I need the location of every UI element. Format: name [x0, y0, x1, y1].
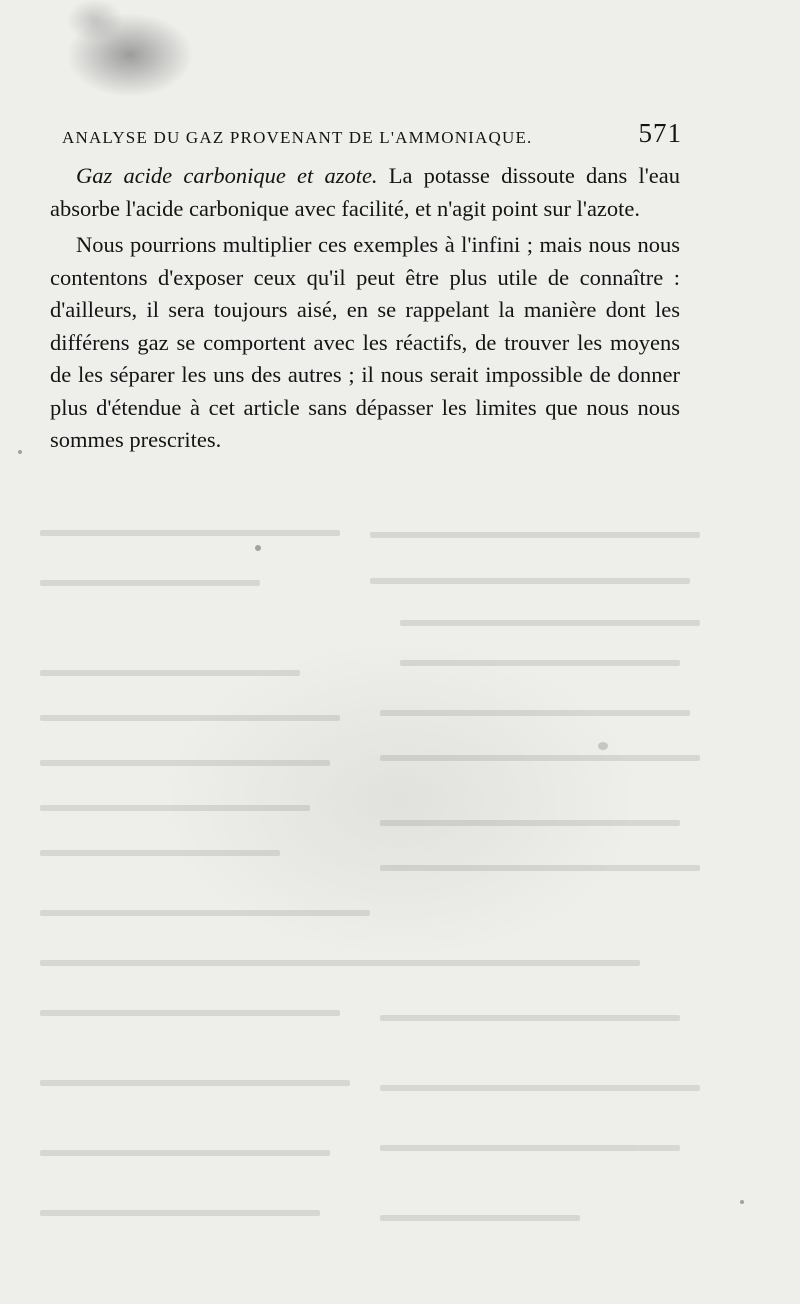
- show-through-text: [40, 520, 730, 1240]
- ink-speck: [598, 742, 608, 750]
- body-text: [50, 160, 680, 457]
- paragraph-2-text: Nous pourrions multiplier ces exemples à l'infini ; mais nous nous contentons d'exposer ceux qu'il peut être plus utile de connaître : d'ailleurs, il sera toujours aisé, en se rappelant la manière dont les différens gaz se comportent avec les réactifs, de trouver les moyens de les séparer les uns des autres ; il nous serait impossible de donner plus d'étendue à cet article sans dépasser les limites que nous nous sommes prescrites.: [50, 232, 680, 452]
- ink-speck: [18, 450, 22, 454]
- page-header: [62, 118, 702, 158]
- paragraph-1: [50, 160, 680, 225]
- ink-speck: [255, 545, 261, 551]
- paragraph-2: [50, 229, 680, 457]
- ink-speck: [740, 1200, 744, 1204]
- paragraph-1-lead: Gaz acide carbonique et azote.: [76, 163, 378, 188]
- paragraph-1-text: La potasse dissoute dans l'eau absorbe l'acide carbonique avec facilité, et n'agit point sur l'azote.: [50, 163, 680, 221]
- page-number: 571: [638, 118, 682, 148]
- running-head: ANALYSE DU GAZ PROVENANT DE L'AMMONIAQUE.: [62, 128, 533, 147]
